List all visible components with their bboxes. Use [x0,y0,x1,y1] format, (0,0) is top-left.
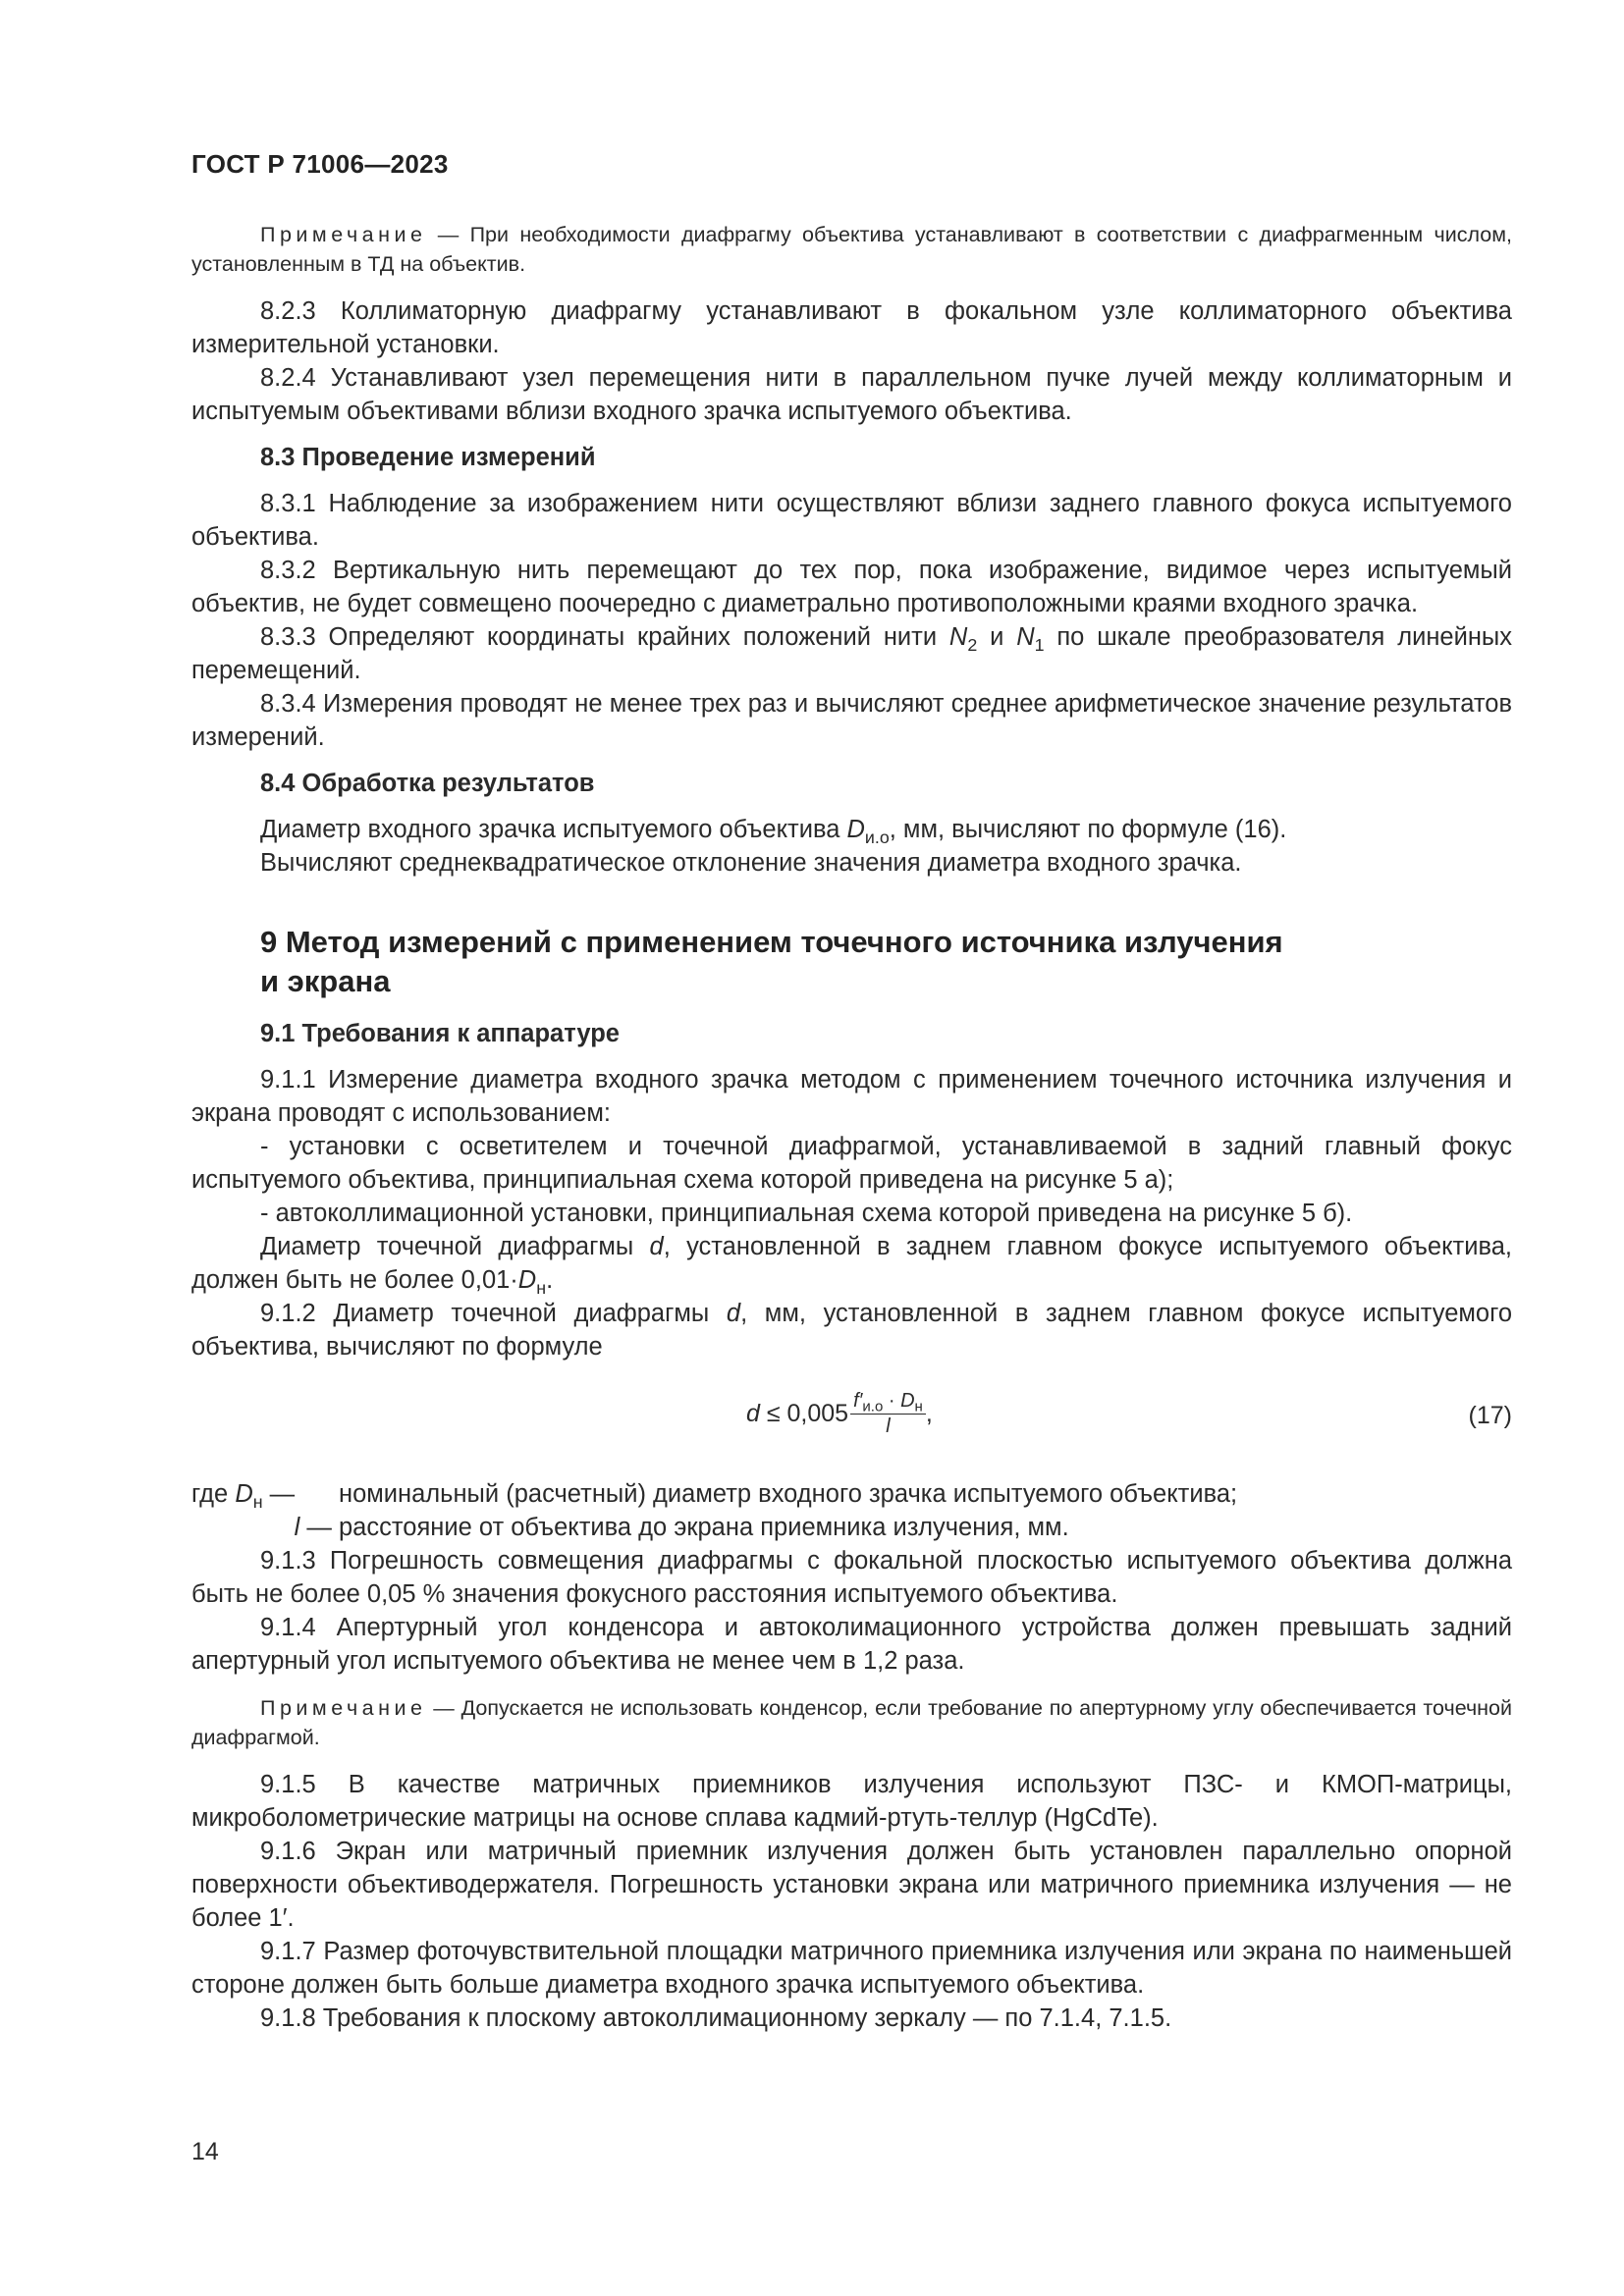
definition-text: номинальный (расчетный) диаметр входного зрачка испытуемого объектива; [339,1480,1238,1508]
dash: — [299,1514,339,1541]
section-heading-line: 9 Метод измерений с применением точечного источника излучения [260,925,1283,959]
document-body [191,220,1512,2035]
variable-n: N [948,623,968,651]
text-run: Диаметр входного зрачка испытуемого объектива [260,816,847,843]
paragraph-8-2-4: 8.2.4 Устанавливают узел перемещения нити в параллельном пучке лучей между коллиматорным и испытуемым объективами вблизи входного зрачка испытуемого объектива. [191,364,1512,425]
note-paragraph [191,220,1512,279]
formula-relation: ≤ 0,005 [759,1400,849,1427]
definition-term [191,1511,339,1544]
paragraph-9-1-2 [191,1297,1512,1363]
subscript: и.о [864,828,890,848]
paragraph-9-1-3: 9.1.3 Погрешность совмещения диафрагмы с фокальной плоскостью испытуемого объектива должна быть не более 0,05 % значения фокусного расстояния испытуемого объектива. [191,1547,1512,1608]
paragraph-8-4-deviation: Вычисляют среднеквадратическое отклонение значения диаметра входного зрачка. [260,849,1242,877]
variable-d: d [726,1300,741,1327]
paragraph-8-3-1: 8.3.1 Наблюдение за изображением нити осуществляют вблизи заднего главного фокуса испытуемого объектива. [191,490,1512,551]
text-run: по шкале преобразователя линейных перемещений. [191,623,1512,684]
formula-denominator: l [886,1415,891,1437]
subscript: и.о [862,1398,884,1415]
variable-n: N [1016,623,1035,651]
subscript: н [914,1398,923,1415]
paragraph-8-2-3: 8.2.3 Коллиматорную диафрагму устанавливают в фокальном узле коллиматорного объектива измерительной установки. [191,297,1512,358]
subsection-heading-8-3: 8.3 Проведение измерений [260,444,596,471]
note-paragraph [191,1693,1512,1752]
note-label: Примечание [260,1696,427,1720]
text-run: , установленной в заднем главном фокусе испытуемого объектива, должен быть не более 0,01· [191,1233,1512,1294]
formula-17 [191,1379,1512,1464]
formula-body [746,1389,933,1438]
variable-d: D [517,1266,537,1294]
text-run: , мм, установленной в заднем главном фокусе испытуемого объектива, вычисляют по формуле [191,1300,1513,1361]
text-run: Диаметр точечной диафрагмы [260,1233,650,1260]
paragraph-9-1-5: 9.1.5 В качестве матричных приемников излучения используют ПЗС- и КМОП-матрицы, микроболометрические матрицы на основе сплава кадмий-ртуть-теллур (HgCdTe). [191,1771,1512,1832]
section-heading-9 [191,923,1512,1001]
definition-row [191,1477,1512,1511]
formula-number: (17) [1468,1402,1512,1429]
list-item: - установки с осветителем и точечной диафрагмой, устанавливаемой в задний главный фокус испытуемого объектива, принципиальная схема которой приведена на рисунке 5 а); [191,1133,1512,1194]
dot: · [883,1390,901,1412]
formula-fraction [850,1389,926,1438]
paragraph-8-3-4: 8.3.4 Измерения проводят не менее трех раз и вычисляют среднее арифметическое значение результатов измерений. [191,690,1512,751]
page-number: 14 [191,2138,219,2165]
paragraph-9-1-8: 9.1.8 Требования к плоскому автоколлимационному зеркалу — по 7.1.4, 7.1.5. [260,2004,1172,2032]
dash: — [262,1480,302,1508]
formula-numerator [850,1389,926,1415]
paragraph-9-1-6: 9.1.6 Экран или матричный приемник излучения должен быть установлен параллельно опорной поверхности объективодержателя. Погрешность установки экрана или матричного приемника излучения — не более 1′. [191,1838,1512,1932]
definition-text: расстояние от объектива до экрана приемника излучения, мм. [339,1514,1069,1541]
var-l: l [294,1514,300,1541]
note-text: — Допускается не использовать конденсор, если требование по апертурному углу обеспечивается точечной диафрагмой. [191,1696,1512,1749]
paragraph-9-1-4: 9.1.4 Апертурный угол конденсора и автоколимационного устройства должен превышать задний апертурный угол испытуемого объектива не менее чем в 1,2 раза. [191,1614,1512,1675]
subsection-heading-8-4: 8.4 Обработка результатов [260,770,595,797]
subsection-heading-9-1: 9.1 Требования к аппаратуре [260,1020,620,1047]
definition-row [191,1511,1512,1544]
where-lead: где [191,1480,236,1508]
variable-d: d [649,1233,664,1260]
subscript: 2 [967,635,978,656]
text-run: 9.1.2 Диаметр точечной диафрагмы [260,1300,727,1327]
variable-d: D [846,816,865,843]
formula-tail: , [925,1400,933,1427]
var-f: f′ [853,1390,863,1412]
document-header: ГОСТ Р 71006—2023 [191,149,449,179]
definition-term [191,1477,339,1511]
var-d: D [235,1480,253,1508]
subscript: н [536,1278,547,1299]
note-text: — При необходимости диафрагму объектива устанавливают в соответствии с диафрагменным числом, установленным в ТД на объектив. [191,223,1512,276]
text-run: . [546,1266,554,1294]
var-d: D [900,1390,915,1412]
text-run: и [977,623,1017,651]
text-run: 8.3.3 Определяют координаты крайних положений нити [260,623,949,651]
section-heading-line: и экрана [260,964,391,998]
subscript: 1 [1034,635,1045,656]
paragraph-8-4-diameter [191,813,1512,846]
formula-lhs: d [746,1400,760,1427]
list-item: - автоколлимационной установки, принципиальная схема которой приведена на рисунке 5 б). [260,1200,1353,1227]
where-definitions [191,1477,1512,1544]
note-label: Примечание [260,223,427,246]
paragraph-9-1-7: 9.1.7 Размер фоточувствительной площадки матричного приемника излучения или экрана по наименьшей стороне должен быть больше диаметра входного зрачка испытуемого объектива. [191,1938,1512,1999]
paragraph-8-3-2: 8.3.2 Вертикальную нить перемещают до тех пор, пока изображение, видимое через испытуемый объектив, не будет совмещено поочередно с диаметрально противоположными краями входного зрачка. [191,557,1512,617]
paragraph-diaphragm-diameter [191,1230,1512,1297]
paragraph-9-1-1: 9.1.1 Измерение диаметра входного зрачка методом с применением точечного источника излучения и экрана проводят с использованием: [191,1066,1512,1127]
subscript: н [252,1492,263,1513]
text-run: , мм, вычисляют по формуле (16). [889,816,1287,843]
paragraph-8-3-3 [191,620,1512,687]
